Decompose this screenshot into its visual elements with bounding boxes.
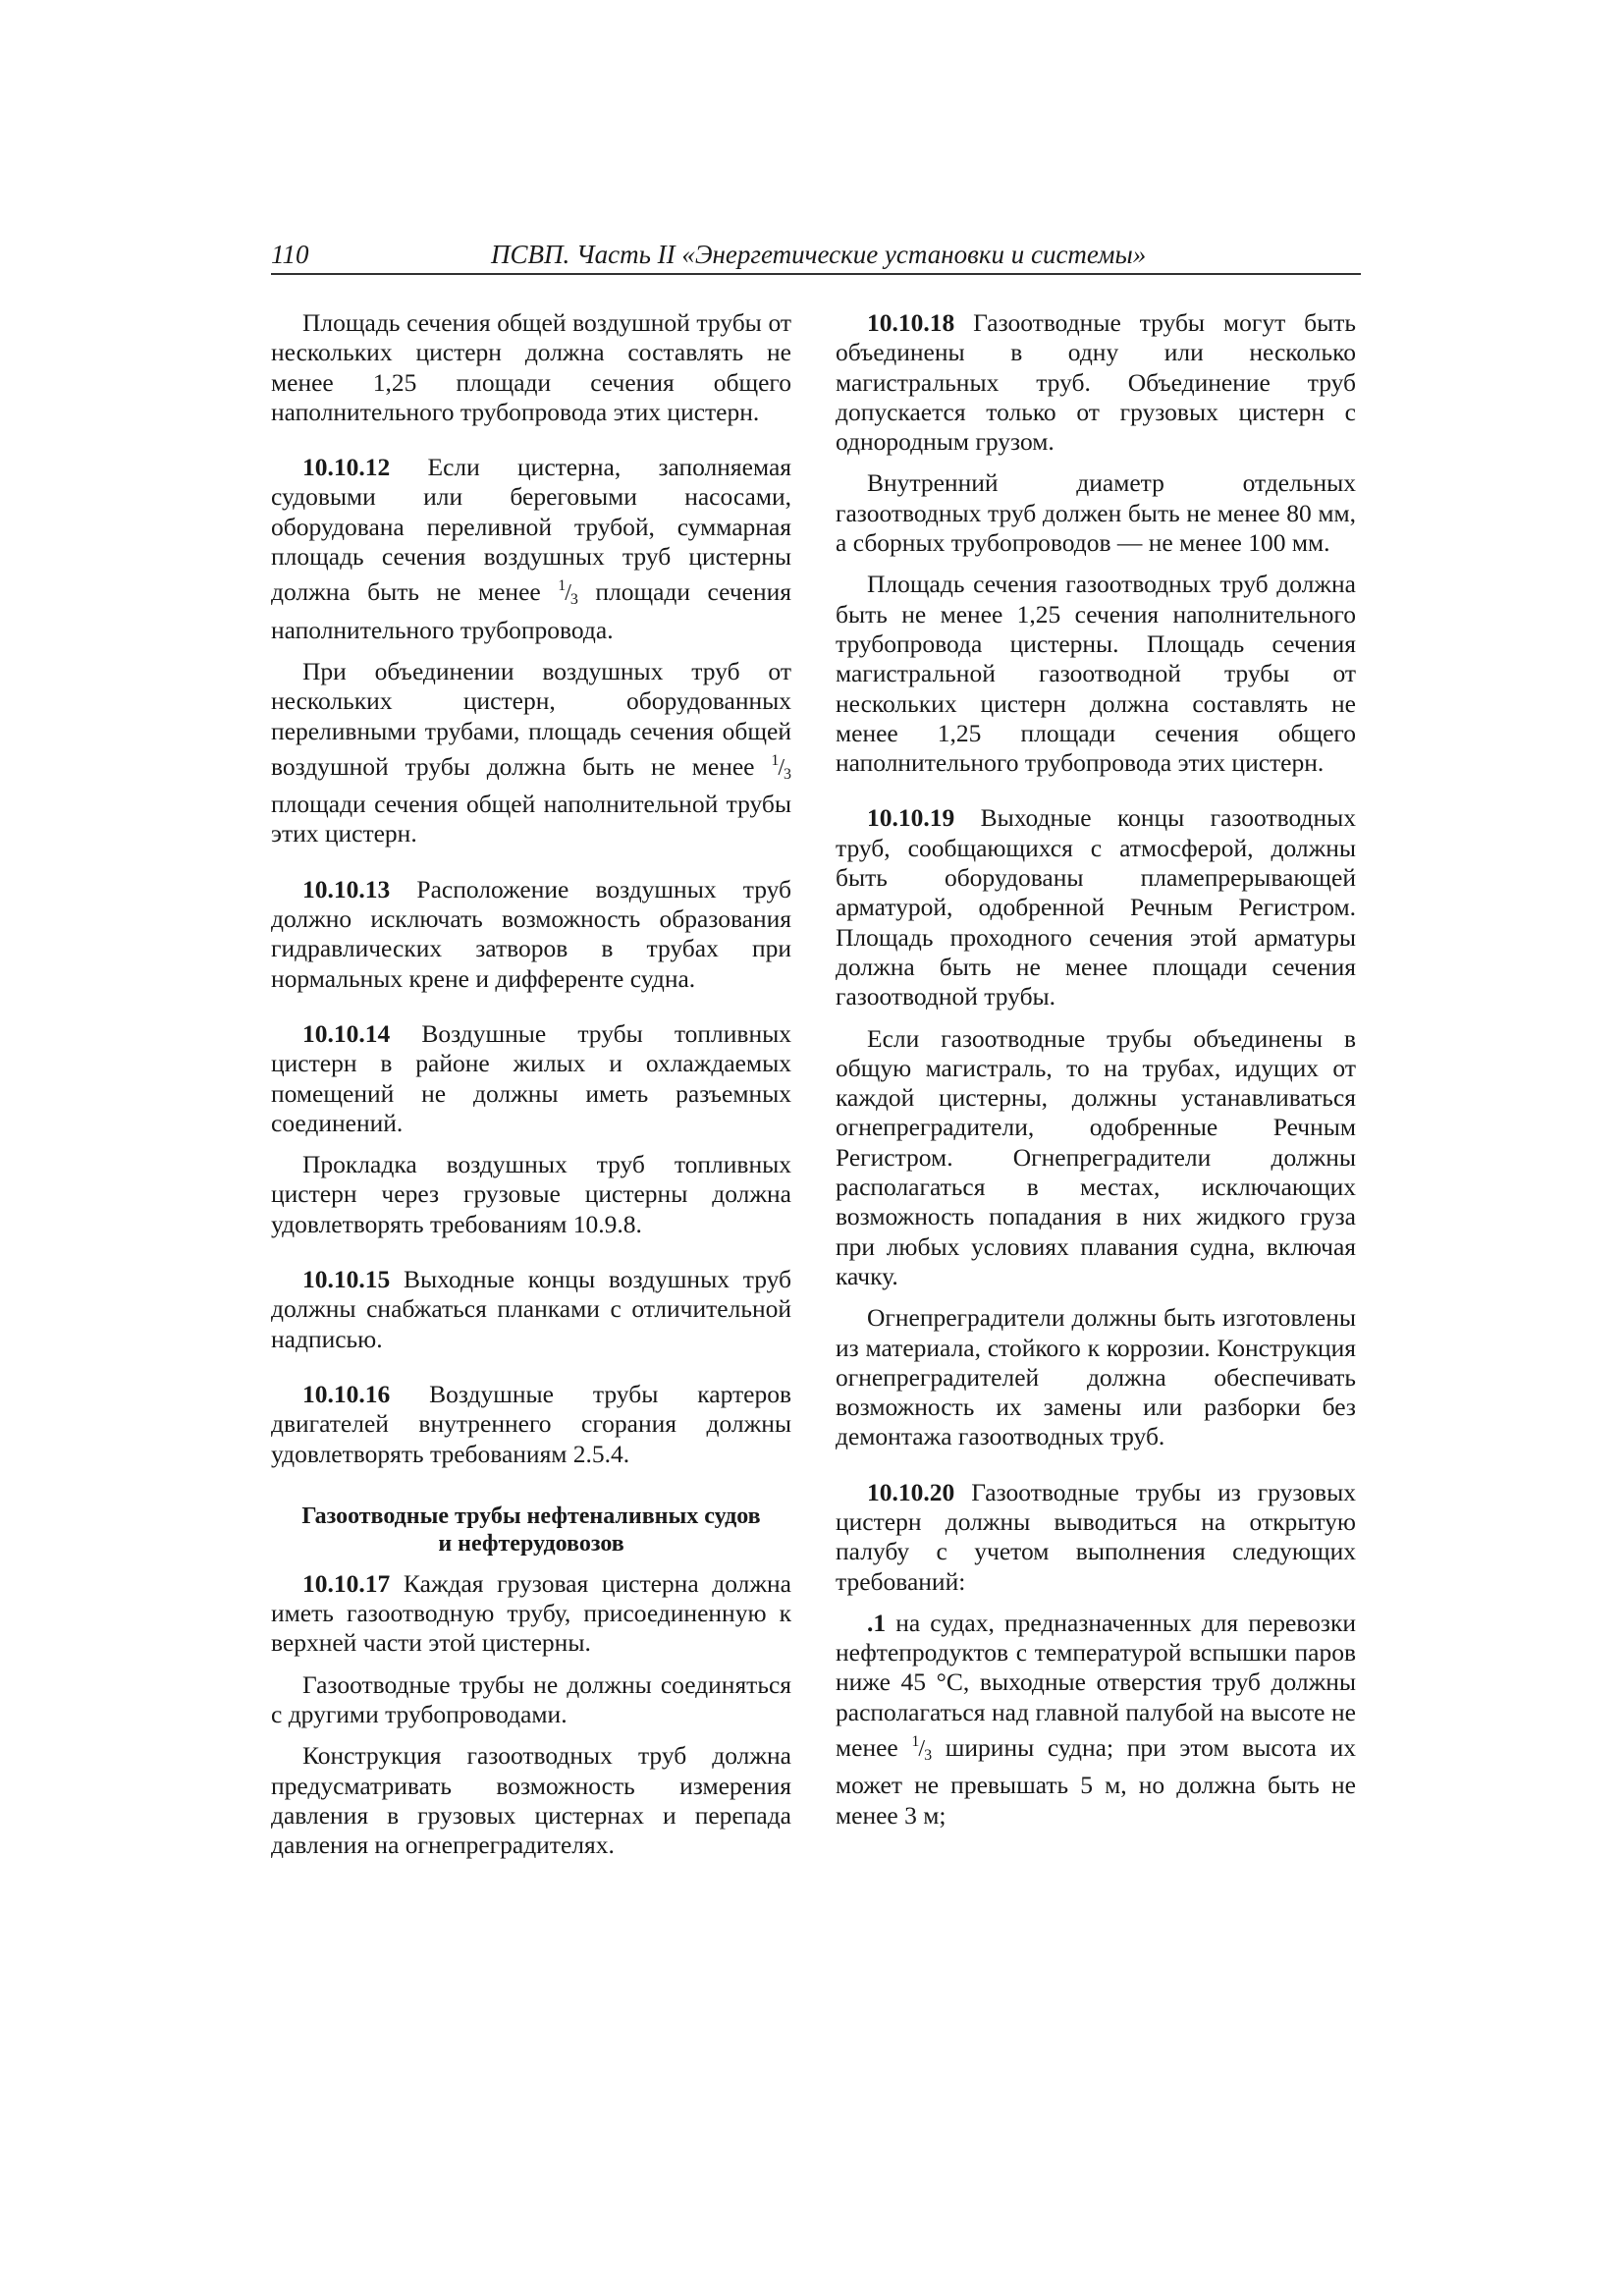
clause-10-10-14 (271, 1019, 791, 1138)
left-column (271, 308, 791, 1872)
clause-number: 10.10.19 (867, 803, 955, 833)
page-number: 110 (271, 240, 309, 269)
list-item-1 (836, 1609, 1356, 1831)
fraction-numerator: 1 (771, 751, 780, 769)
paragraph (271, 1150, 791, 1239)
clause-number: 10.10.18 (867, 308, 955, 337)
clause-text: площади сечения наполнительного трубопровода. (271, 577, 791, 644)
running-title: ПСВП. Часть II «Энергетические установки и системы» (491, 240, 1147, 269)
fraction-denominator: 3 (569, 591, 578, 609)
fraction-numerator: 1 (911, 1733, 920, 1751)
clause-text: Воздушные трубы топливных цистерн в районе жилых и охлаждаемых помещений не должны иметь разъемных соединений. (271, 1018, 791, 1137)
clause-text: Газоотводные трубы могут быть объединены в одну или несколько магистральных труб. Объединение труб допускается только от грузовых цистерн с однородным грузом. (836, 308, 1356, 457)
paragraph-text: Газоотводные трубы не должны соединяться с другими трубопроводами. (271, 1669, 791, 1728)
fraction-one-third (558, 577, 578, 609)
fraction-slash: / (565, 580, 571, 607)
paragraph-text: Огнепреградители должны быть изготовлены из материала, стойкого к коррозии. Конструкция огнепреградителей должна обеспечивать возможность их замены или разборки без демонтажа газоотводных труб. (836, 1303, 1356, 1451)
fraction-denominator: 3 (924, 1747, 933, 1765)
clause-10-10-16 (271, 1380, 791, 1469)
paragraph-text: Площадь сечения газоотводных труб должна быть не менее 1,25 сечения наполнительного трубопровода цистерны. Площадь сечения магистральной газоотводной трубы от нескольких цистерн должна составлять не менее 1,25 площади сечения общего наполнительного трубопровода этих цистерн. (836, 570, 1356, 778)
paragraph (836, 468, 1356, 558)
fraction-numerator: 1 (558, 577, 567, 595)
paragraph (271, 1741, 791, 1860)
clause-number: 10.10.15 (302, 1265, 391, 1294)
list-item-text: ширины судна; при этом высота их может не превышать 5 м, но должна быть не менее 3 м; (836, 1733, 1356, 1830)
clause-text: Газоотводные трубы из грузовых цистерн должны выводиться на открытую палубу с учетом выполнения следующих требований: (836, 1477, 1356, 1596)
list-item-number: .1 (867, 1608, 887, 1637)
paragraph-text: площади сечения общей наполнительной трубы этих цистерн. (271, 790, 791, 848)
paragraph (836, 1024, 1356, 1292)
clause-number: 10.10.12 (302, 453, 391, 482)
section-heading-line: Газоотводные трубы нефтеналивных судов (301, 1503, 761, 1529)
paragraph-text: Если газоотводные трубы объединены в общую магистраль, то на трубах, идущих от каждой цистерны, должны устанавливаться огнепреградители, одобренные Речным Регистром. Огнепреградители должны располагаться в местах, исключающих возможность попадания в них жидкого груза при любых условиях плавания судна, включая качку. (836, 1023, 1356, 1290)
paragraph (271, 1670, 791, 1730)
page-header (271, 240, 1361, 275)
paragraph (836, 1303, 1356, 1451)
paragraph (836, 570, 1356, 778)
clause-10-10-18 (836, 308, 1356, 457)
right-column (836, 308, 1356, 1842)
paragraph-text: Площадь сечения общей воздушной трубы от нескольких цистерн должна составлять не менее 1,25 площади сечения общего наполнительного трубопровода этих цистерн. (271, 308, 791, 426)
clause-number: 10.10.13 (302, 874, 391, 903)
fraction-one-third (911, 1733, 933, 1765)
clause-10-10-17 (271, 1569, 791, 1659)
paragraph-text: Прокладка воздушных труб топливных цистерн через грузовые цистерны должна удовлетворять требованиям 10.9.8. (271, 1150, 791, 1238)
clause-text: Выходные концы газоотводных труб, сообщающихся с атмосферой, должны быть оборудованы пламепрерывающей арматурой, одобренной Речным Регистром. Площадь проходного сечения этой арматуры должна быть не менее площади сечения газоотводной трубы. (836, 803, 1356, 1011)
clause-text: Каждая грузовая цистерна должна иметь газоотводную трубу, присоединенную к верхней части этой цистерны. (271, 1568, 791, 1658)
clause-10-10-12 (271, 453, 791, 645)
clause-number: 10.10.16 (302, 1379, 391, 1408)
clause-text: Выходные концы воздушных труб должны снабжаться планками с отличительной надписью. (271, 1265, 791, 1353)
section-heading (271, 1503, 791, 1558)
clause-number: 10.10.14 (302, 1018, 391, 1048)
section-heading-line: и нефтерудовозов (438, 1530, 624, 1557)
paragraph (271, 308, 791, 427)
fraction-slash: / (918, 1736, 926, 1763)
clause-10-10-19 (836, 803, 1356, 1011)
paragraph-text: При объединении воздушных труб от нескольких цистерн, оборудованных переливными трубами, площадь сечения общей воздушной трубы должна быть не менее (271, 656, 791, 781)
clause-number: 10.10.17 (302, 1568, 391, 1598)
paragraph (271, 657, 791, 849)
paragraph-text: Конструкция газоотводных труб должна предусматривать возможность измерения давления в грузовых цистернах и перепада давления на огнепреградителях. (271, 1741, 791, 1860)
clause-10-10-13 (271, 875, 791, 994)
clause-number: 10.10.20 (867, 1477, 955, 1506)
clause-text: Воздушные трубы картеров двигателей внутреннего сгорания должны удовлетворять требованиям 2.5.4. (271, 1379, 791, 1468)
clause-10-10-20 (836, 1478, 1356, 1597)
list-item-text: на судах, предназначенных для перевозки нефтепродуктов с температурой вспышки паров ниже 45 °С, выходные отверстия труб должны располагаться над главной палубой на высоте не менее (836, 1608, 1356, 1763)
fraction-one-third (771, 752, 791, 781)
paragraph-text: Внутренний диаметр отдельных газоотводных труб должен быть не менее 80 мм, а сборных трубопроводов — не менее 100 мм. (836, 468, 1356, 558)
clause-10-10-15 (271, 1265, 791, 1354)
fraction-denominator: 3 (784, 765, 791, 783)
clause-text: Если цистерна, заполняемая судовыми или береговыми насосами, оборудована переливной трубой, суммарная площадь сечения воздушных труб цистерны должна быть не менее (271, 453, 791, 607)
fraction-slash: / (778, 754, 784, 781)
clause-text: Расположение воздушных труб должно исключать возможность образования гидравлических затворов в трубах при нормальных крене и дифференте судна. (271, 874, 791, 993)
